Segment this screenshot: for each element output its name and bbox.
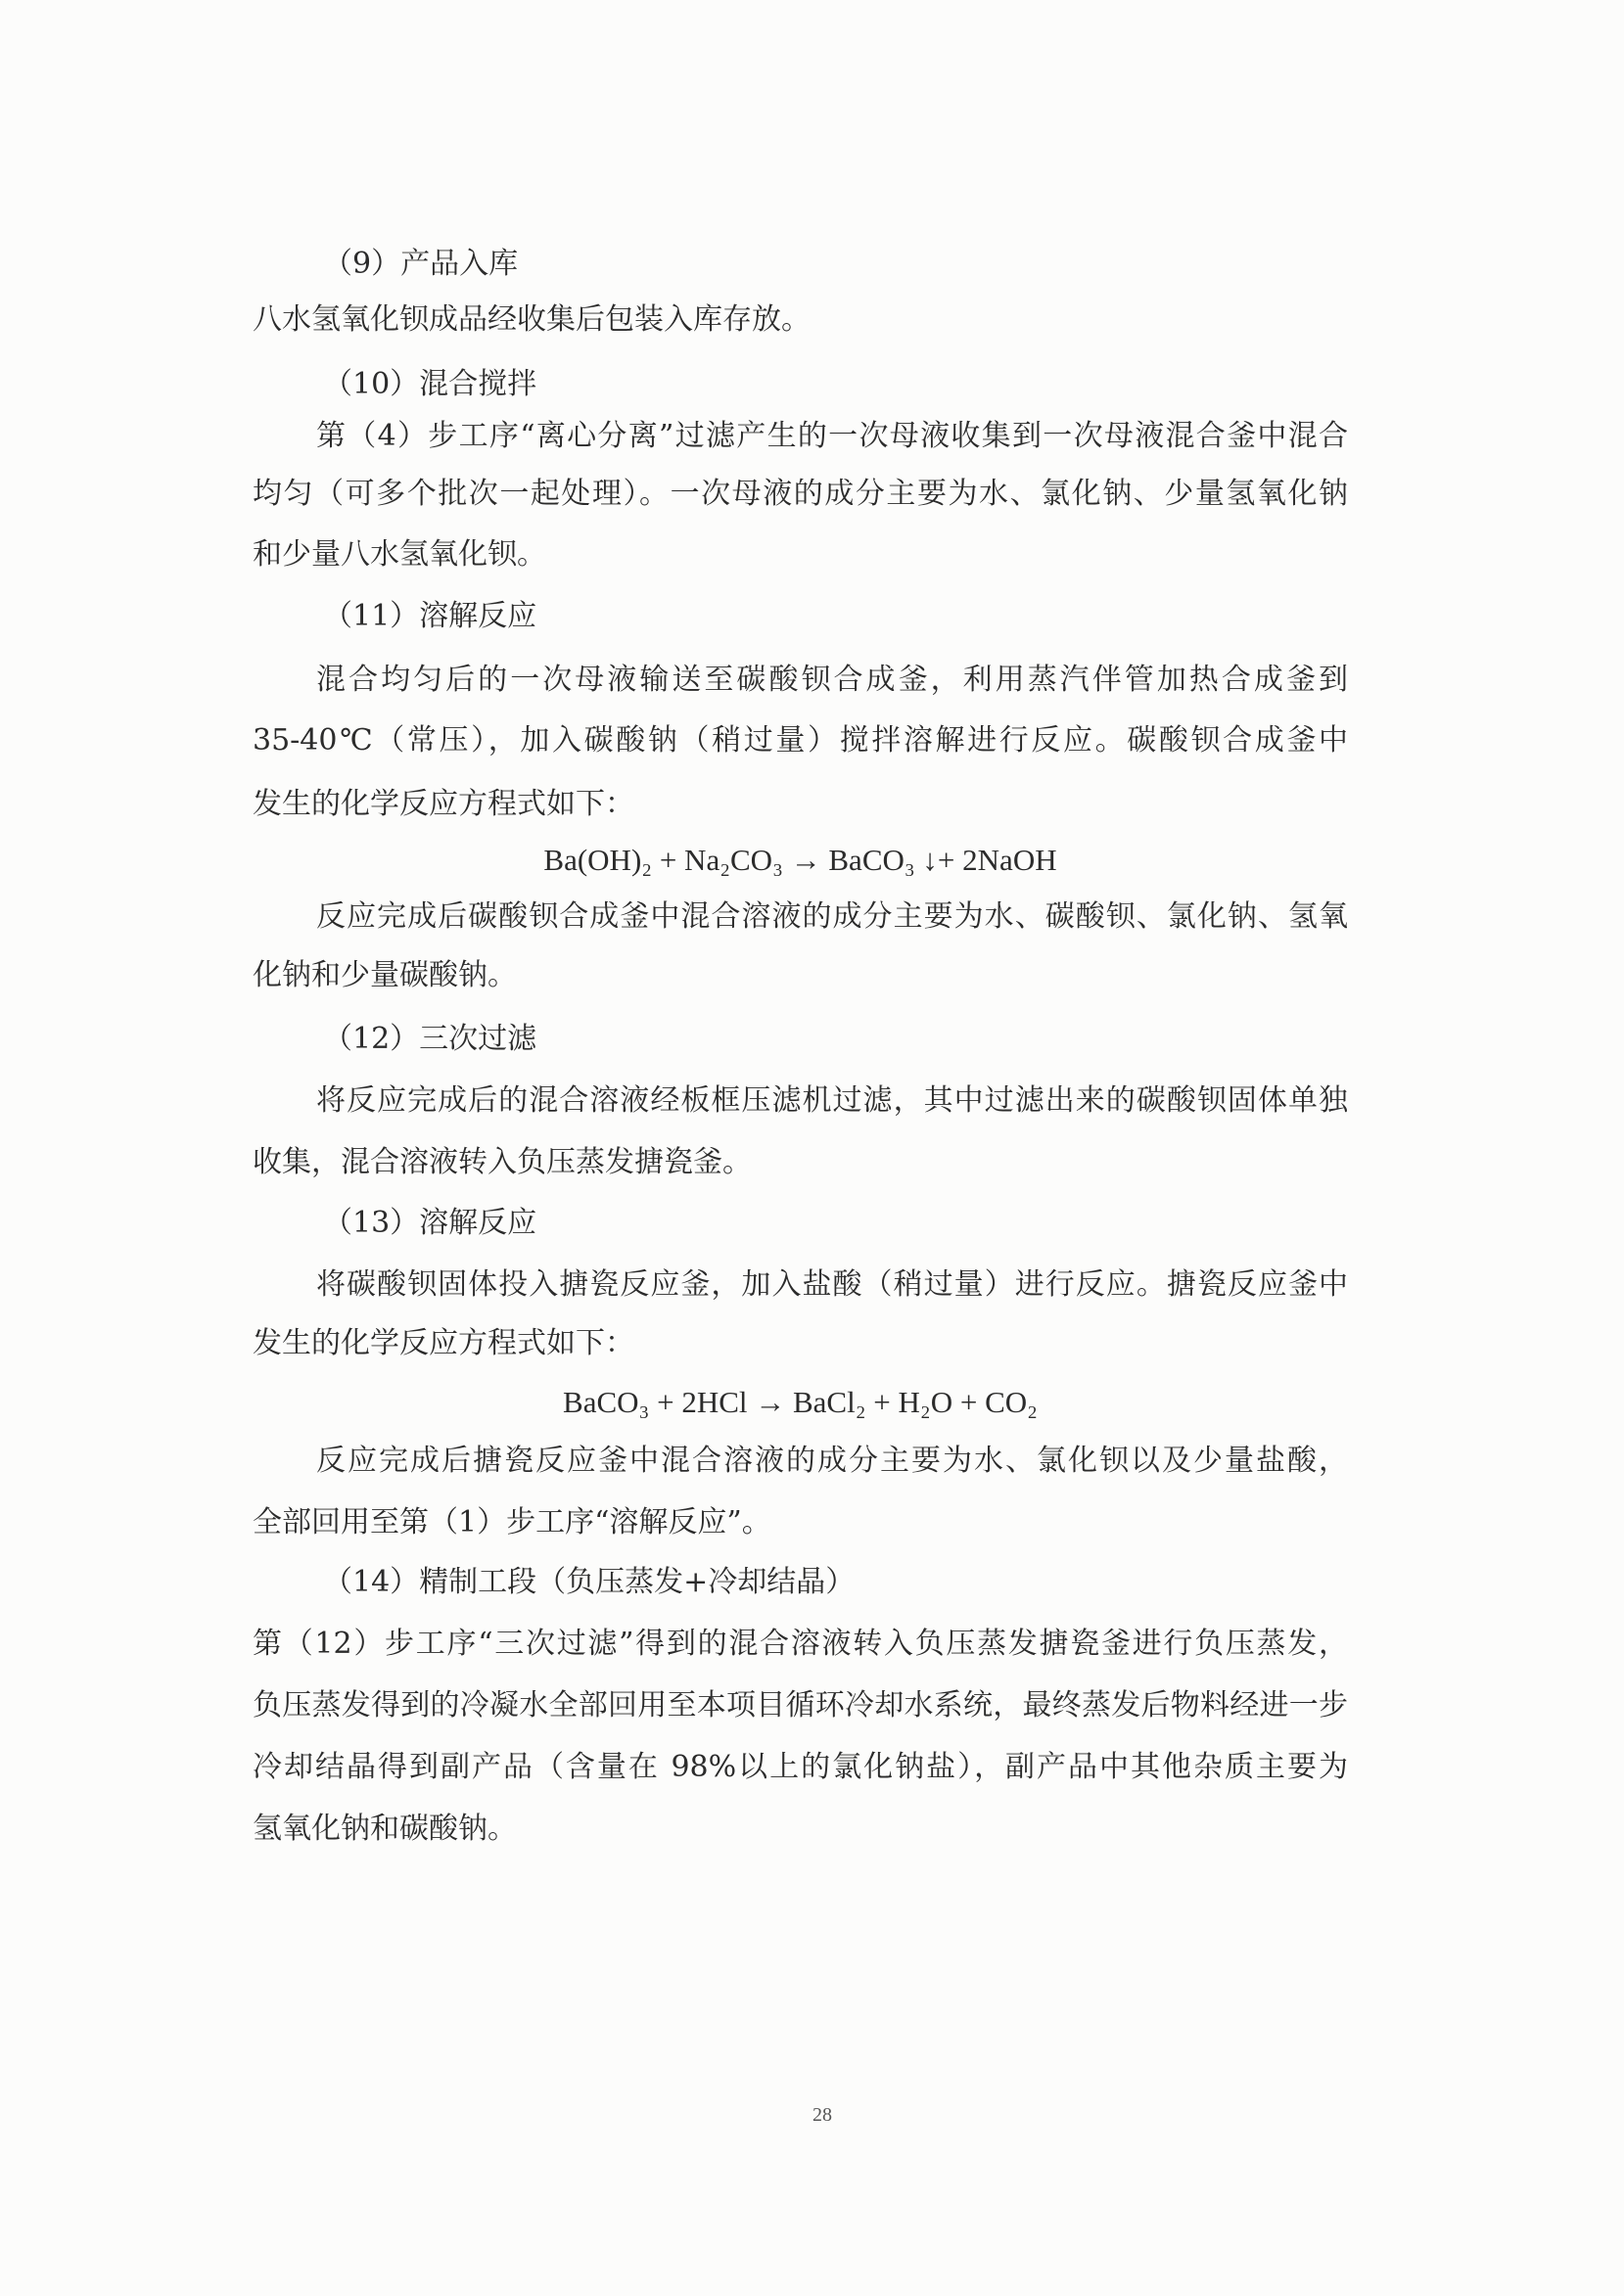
paragraph-line: 收集，混合溶液转入负压蒸发搪瓷釜。 [253,1145,752,1179]
chemical-equation: BaCO₃ + 2HCl → BaCl₂ + H₂O + CO₂ [563,1385,1038,1419]
paragraph-line: 全部回用至第（1）步工序“溶解反应”。 [253,1505,771,1539]
page-number: 28 [812,2104,832,2126]
paragraph-line: 八水氢氧化钡成品经收集后包装入库存放。 [253,302,811,337]
section-heading: （14）精制工段（负压蒸发+冷却结晶） [323,1565,856,1599]
paragraph-line: 第（12）步工序“三次过滤”得到的混合溶液转入负压蒸发搪瓷釜进行负压蒸发， [253,1627,1348,1661]
paragraph-line: 发生的化学反应方程式如下： [253,1326,634,1360]
section-heading: （12）三次过滤 [323,1022,537,1056]
chemical-equation: Ba(OH)₂ + Na₂CO₃ → BaCO₃ ↓+ 2NaOH [543,843,1057,877]
paragraph-line: 冷却结晶得到副产品（含量在 98%以上的氯化钠盐），副产品中其他杂质主要为 [253,1750,1348,1784]
paragraph-line: 化钠和少量碳酸钠。 [253,958,517,992]
section-heading: （11）溶解反应 [323,599,537,633]
paragraph-line: 35-40℃（常压），加入碳酸钠（稍过量）搅拌溶解进行反应。碳酸钡合成釜中 [253,723,1348,758]
paragraph-line: 混合均匀后的一次母液输送至碳酸钡合成釜，利用蒸汽伴管加热合成釜到 [316,663,1348,697]
paragraph-line: 第（4）步工序“离心分离”过滤产生的一次母液收集到一次母液混合釜中混合 [316,419,1348,453]
paragraph-line: 将反应完成后的混合溶液经板框压滤机过滤，其中过滤出来的碳酸钡固体单独 [316,1083,1348,1118]
section-heading: （10）混合搅拌 [323,367,537,401]
paragraph-line: 负压蒸发得到的冷凝水全部回用至本项目循环冷却水系统，最终蒸发后物料经进一步 [253,1688,1348,1722]
paragraph-line: 反应完成后碳酸钡合成釜中混合溶液的成分主要为水、碳酸钡、氯化钠、氢氧 [316,899,1348,934]
section-heading: （13）溶解反应 [323,1206,537,1240]
paragraph-line: 将碳酸钡固体投入搪瓷反应釜，加入盐酸（稍过量）进行反应。搪瓷反应釜中 [316,1267,1348,1302]
paragraph-line: 反应完成后搪瓷反应釜中混合溶液的成分主要为水、氯化钡以及少量盐酸， [316,1444,1348,1478]
paragraph-line: 均匀（可多个批次一起处理）。一次母液的成分主要为水、氯化钠、少量氢氧化钠 [253,477,1348,511]
paragraph-line: 和少量八水氢氧化钡。 [253,537,546,572]
paragraph-line: 发生的化学反应方程式如下： [253,787,634,821]
paragraph-line: 氢氧化钠和碳酸钠。 [253,1812,517,1846]
section-heading: （9）产品入库 [323,247,519,281]
